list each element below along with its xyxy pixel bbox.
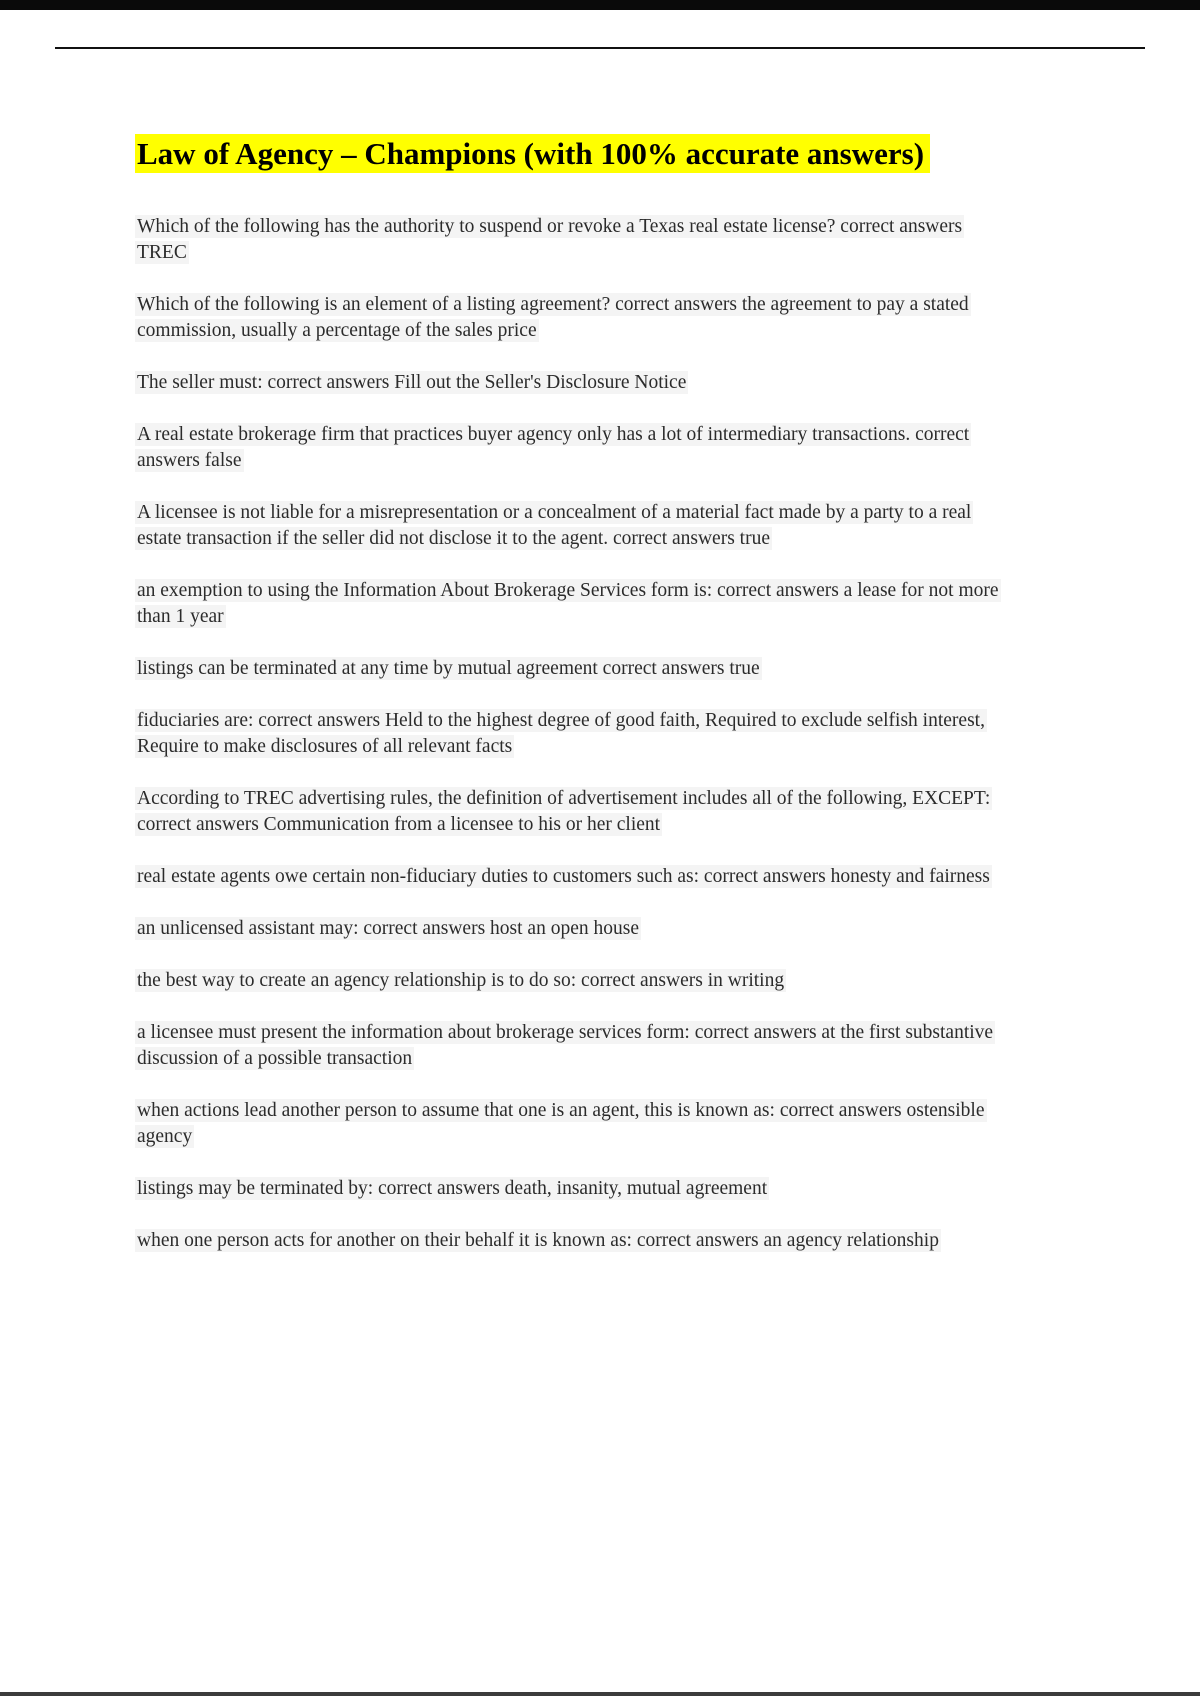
bottom-border-bar (0, 1692, 1200, 1696)
qa-paragraph (135, 422, 1010, 474)
top-border-bar (0, 0, 1200, 10)
document-content (135, 134, 1010, 1280)
qa-paragraph-text: when one person acts for another on their behalf it is known as: correct answers an agency relationship (137, 1230, 939, 1251)
qa-paragraph-text: Which of the following is an element of a listing agreement? correct answers the agreement to pay a stated commission, usually a percentage of the sales price (137, 294, 969, 341)
qa-paragraph-text: A licensee is not liable for a misrepresentation or a concealment of a material fact made by a party to a real estate transaction if the seller did not disclose it to the agent. correct answers true (137, 502, 972, 549)
qa-paragraph-text: listings can be terminated at any time by mutual agreement correct answers true (137, 658, 760, 679)
qa-paragraph (135, 1098, 1010, 1150)
header-rule (55, 47, 1145, 49)
qa-paragraph (135, 370, 1010, 396)
qa-paragraph-text: real estate agents owe certain non-fiduciary duties to customers such as: correct answers honesty and fairness (137, 866, 990, 887)
qa-paragraph (135, 214, 1010, 266)
qa-paragraph (135, 1228, 1010, 1254)
qa-paragraph-text: Which of the following has the authority to suspend or revoke a Texas real estate license? correct answers TREC (137, 216, 963, 263)
qa-paragraph-text: the best way to create an agency relationship is to do so: correct answers in writing (137, 970, 785, 991)
page-title-text: Law of Agency – Champions (with 100% accurate answers) (135, 134, 930, 173)
qa-paragraph-text: an exemption to using the Information About Brokerage Services form is: correct answers a lease for not more than 1 year (137, 580, 999, 627)
qa-paragraph-text: A real estate brokerage firm that practices buyer agency only has a lot of intermediary transactions. correct answers false (137, 424, 970, 471)
qa-paragraph (135, 916, 1010, 942)
qa-paragraph (135, 578, 1010, 630)
qa-list (135, 214, 1010, 1254)
page-title (135, 134, 1010, 174)
qa-paragraph (135, 500, 1010, 552)
qa-paragraph (135, 1176, 1010, 1202)
qa-paragraph (135, 1020, 1010, 1072)
qa-paragraph (135, 708, 1010, 760)
qa-paragraph-text: when actions lead another person to assume that one is an agent, this is known as: correct answers ostensible agency (137, 1100, 985, 1147)
qa-paragraph-text: fiduciaries are: correct answers Held to the highest degree of good faith, Required to exclude selfish interest, Require to make disclosures of all relevant facts (137, 710, 985, 757)
qa-paragraph (135, 786, 1010, 838)
qa-paragraph (135, 864, 1010, 890)
qa-paragraph (135, 292, 1010, 344)
qa-paragraph (135, 968, 1010, 994)
qa-paragraph-text: a licensee must present the information about brokerage services form: correct answers at the first substantive discussion of a possible transaction (137, 1022, 994, 1069)
qa-paragraph-text: listings may be terminated by: correct answers death, insanity, mutual agreement (137, 1178, 768, 1199)
qa-paragraph-text: According to TREC advertising rules, the definition of advertisement includes all of the following, EXCEPT: correct answers Communication from a licensee to his or her client (137, 788, 991, 835)
qa-paragraph-text: The seller must: correct answers Fill out the Seller's Disclosure Notice (137, 372, 687, 393)
qa-paragraph-text: an unlicensed assistant may: correct answers host an open house (137, 918, 639, 939)
qa-paragraph (135, 656, 1010, 682)
